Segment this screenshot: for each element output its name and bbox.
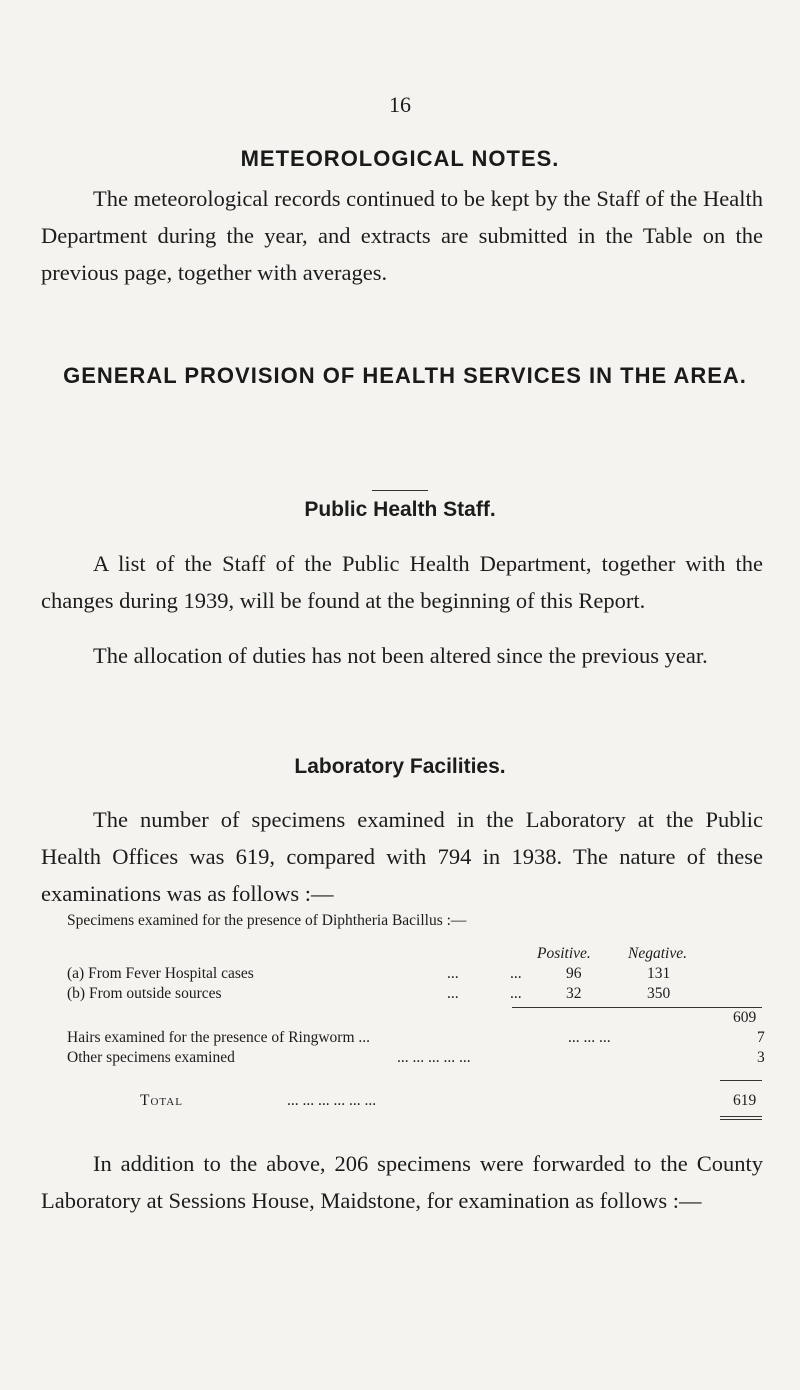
- row-a-positive: 96: [566, 965, 582, 982]
- laboratory-paragraph: The number of specimens examined in the Laboratory at the Public Health Offices was 619, compared with 794 in 1938. The nature of these examinations was as follows :—: [41, 807, 763, 906]
- subtotal-rule: [512, 1007, 762, 1008]
- col-header-negative: Negative.: [628, 945, 687, 962]
- row-a-dots2: ...: [510, 965, 522, 982]
- row-b-dots2: ...: [510, 985, 522, 1002]
- row-b-negative: 350: [647, 985, 671, 1002]
- general-provision-heading: GENERAL PROVISION OF HEALTH SERVICES IN THE AREA.: [63, 363, 747, 388]
- row-a-label: (a) From Fever Hospital cases: [67, 965, 254, 982]
- other-label: Other specimens examined: [67, 1049, 235, 1066]
- row-b-dots: ...: [447, 985, 459, 1002]
- row-a-dots: ...: [447, 965, 459, 982]
- col-header-positive: Positive.: [537, 945, 591, 962]
- row-b-label: (b) From outside sources: [67, 985, 222, 1002]
- page-number: 16: [389, 92, 411, 117]
- row-a-negative: 131: [647, 965, 671, 982]
- row-b-positive: 32: [566, 985, 582, 1002]
- hairs-label: Hairs examined for the presence of Ringworm ...: [67, 1029, 371, 1046]
- staff-paragraph-1: A list of the Staff of the Public Health Department, together with the changes during 1939, will be found at the beginning of this Report.: [41, 551, 763, 613]
- total-rule: [720, 1080, 762, 1081]
- meteorological-paragraph: The meteorological records continued to be kept by the Staff of the Health Department during the year, and extracts are submitted in the Table on the previous page, together with averages.: [41, 186, 763, 285]
- hairs-value: 7: [757, 1029, 765, 1046]
- other-dots: ... ... ... ... ...: [397, 1049, 471, 1066]
- total-label: Total: [140, 1092, 183, 1109]
- total-double-rule-2: [720, 1119, 762, 1120]
- diphtheria-total: 609: [733, 1009, 757, 1026]
- meteorological-heading: METEOROLOGICAL NOTES.: [240, 146, 560, 171]
- staff-paragraph-2: The allocation of duties has not been altered since the previous year.: [93, 643, 708, 668]
- total-double-rule-1: [720, 1116, 762, 1117]
- total-dots: ... ... ... ... ... ...: [287, 1092, 377, 1109]
- public-health-staff-heading: Public Health Staff.: [304, 498, 496, 521]
- laboratory-facilities-heading: Laboratory Facilities.: [294, 755, 506, 778]
- hairs-dots: ... ... ...: [568, 1029, 611, 1046]
- table-intro: Specimens examined for the presence of Diphtheria Bacillus :—: [67, 912, 467, 929]
- addition-paragraph: In addition to the above, 206 specimens were forwarded to the County Laboratory at Sessions House, Maidstone, for examination as follows :—: [41, 1151, 763, 1213]
- total-value: 619: [733, 1092, 757, 1109]
- other-value: 3: [757, 1049, 765, 1066]
